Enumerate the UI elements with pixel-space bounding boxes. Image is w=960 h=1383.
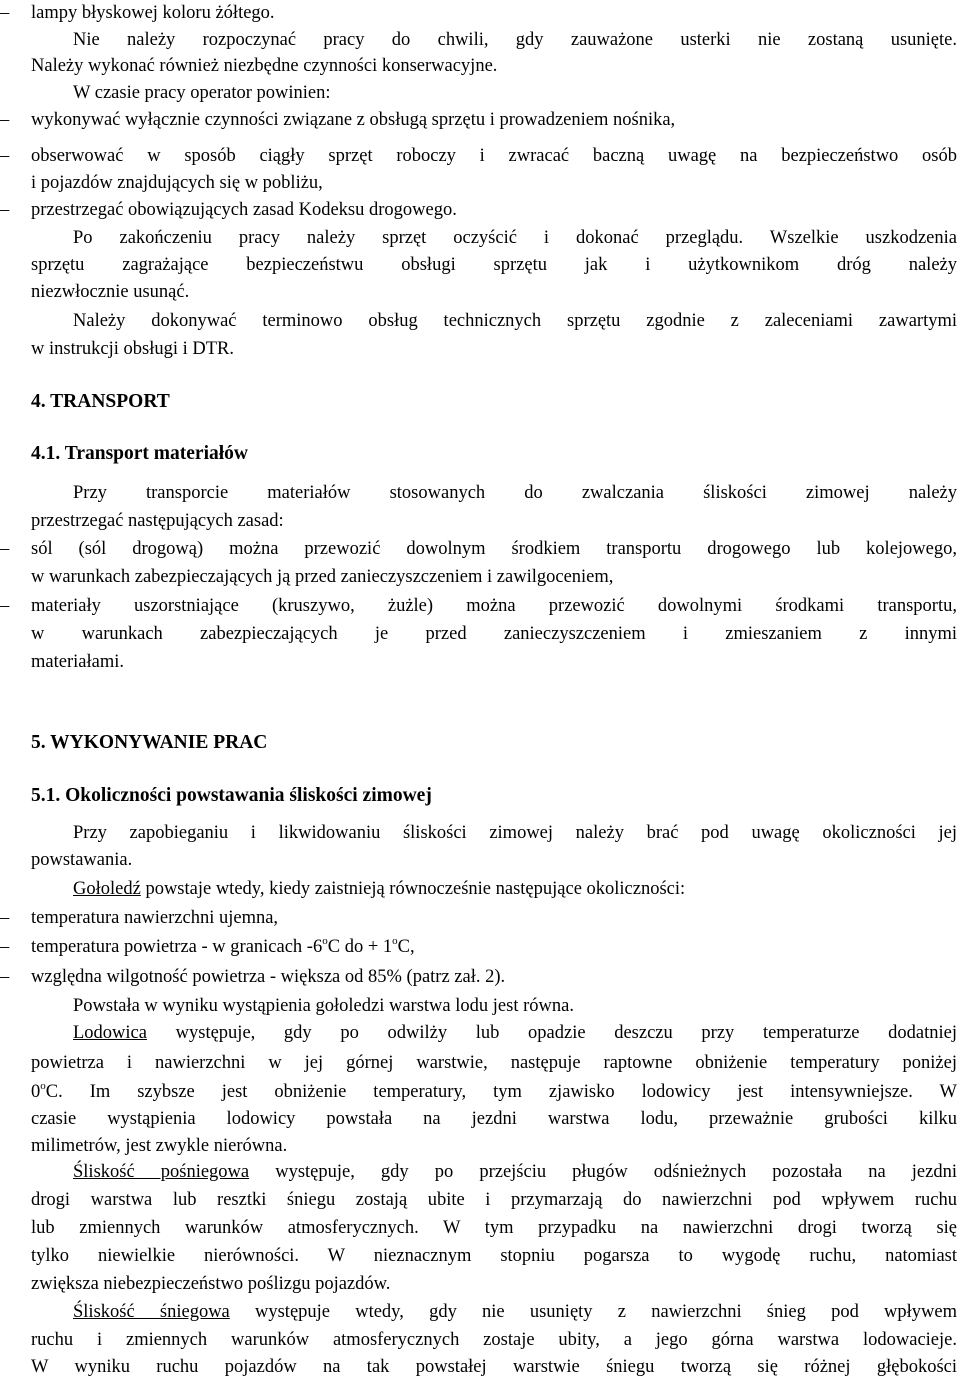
text-span: C. Im szybsze jest obniżenie temperatury, tym zjawisko lodowicy jest intensywniejsze. W: [45, 1082, 957, 1102]
text-line: w instrukcji obsługi i DTR.: [31, 339, 234, 359]
list-item: [0, 593, 957, 620]
text-line: tylko niewielkie nierówności. W nieznacznym stopniu pogarsza to wygodę ruchu, natomiast: [31, 1246, 957, 1266]
subsection-heading: 5.1. Okoliczności powstawania śliskości zimowej: [31, 785, 432, 806]
text-line: niezwłocznie usunąć.: [31, 282, 190, 302]
list-dash: –: [0, 967, 10, 987]
text-line: drogi warstwa lub resztki śniegu zostają ubite i przymarzają do nawierzchni pod wpływem ruchu: [31, 1190, 957, 1210]
list-dash: –: [0, 596, 10, 616]
list-dash: –: [0, 146, 10, 166]
text-line: lampy błyskowej koloru żółtego.: [31, 3, 275, 23]
list-dash: –: [0, 200, 10, 220]
text-span: 0: [31, 1082, 41, 1102]
text-line: ruchu i zmiennych warunków atmosferycznych zostaje ubity, a jego górna warstwa lodowacieje.: [31, 1330, 957, 1350]
list-dash: –: [0, 110, 10, 130]
text-line: Przy transporcie materiałów stosowanych do zwalczania śliskości zimowej należy: [73, 483, 957, 503]
list-item: [0, 536, 957, 563]
text-line: Należy wykonać również niezbędne czynności konserwacyjne.: [31, 56, 498, 76]
text-line: powstawania.: [31, 850, 133, 870]
text-line: Nie należy rozpoczynać pracy do chwili, gdy zauważone usterki nie zostaną usunięte.: [73, 30, 957, 50]
text-line: i pojazdów znajdujących się w pobliżu,: [31, 173, 323, 193]
text-line: lub zmiennych warunków atmosferycznych. W tym przypadku na nawierzchni drogi tworzą się: [31, 1218, 957, 1238]
text-line: materiały uszorstniające (kruszywo, żużle) można przewozić dowolnymi środkami transportu,: [31, 596, 957, 616]
list-dash: –: [0, 908, 10, 928]
text-line: W wyniku ruchu pojazdów na tak powstałej warstwie śniegu tworzą się różnej głębokości: [31, 1357, 957, 1377]
subsection-heading: 4.1. Transport materiałów: [31, 443, 249, 464]
text-line: czasie wystąpienia lodowicy powstała na jezdni warstwa lodu, przeważnie grubości kilku: [31, 1109, 957, 1129]
text-line: [31, 1299, 957, 1326]
section-heading: 4. TRANSPORT: [31, 391, 170, 412]
text-span: występuje, gdy po przejściu pługów odśnieżnych pozostała na jezdni: [249, 1162, 957, 1182]
text-line: materiałami.: [31, 652, 124, 672]
degree-sup: o: [392, 934, 398, 947]
degree-sup: o: [322, 934, 328, 947]
list-dash: –: [0, 539, 10, 559]
text-line: temperatura nawierzchni ujemna,: [31, 908, 279, 928]
degree-sup: o: [40, 1079, 46, 1092]
text-line: przestrzegać następujących zasad:: [31, 511, 284, 531]
text-line: w warunkach zabezpieczających ją przed zanieczyszczeniem i zawilgoceniem,: [31, 567, 614, 587]
list-item: [0, 107, 957, 134]
text-line: milimetrów, jest zwykle nierówna.: [31, 1136, 288, 1156]
text-line: [31, 1159, 957, 1186]
list-dash: –: [0, 3, 10, 23]
term-golodz: Gołoledź: [73, 879, 141, 899]
section-heading: 5. WYKONYWANIE PRAC: [31, 732, 268, 753]
list-item: [0, 934, 957, 961]
text-span: C do + 1: [327, 937, 393, 957]
text-line: zwiększa niebezpieczeństwo poślizgu pojazdów.: [31, 1274, 391, 1294]
text-line: sprzętu zagrażające bezpieczeństwu obsługi sprzętu jak i użytkownikom dróg należy: [31, 255, 957, 275]
list-item: [0, 197, 957, 224]
text-line: powietrza i nawierzchni w jej górnej warstwie, następuje raptowne obniżenie temperatury poniżej: [31, 1053, 957, 1073]
text-line: [31, 1020, 957, 1047]
text-line: Należy dokonywać terminowo obsług technicznych sprzętu zgodnie z zaleceniami zawartymi: [73, 311, 957, 331]
term-lodowica: Lodowica: [73, 1023, 147, 1043]
list-item: [0, 905, 957, 932]
text-line: Po zakończeniu pracy należy sprzęt oczyścić i dokonać przeglądu. Wszelkie uszkodzenia: [73, 228, 957, 248]
list-item: [0, 0, 957, 27]
text-line: wykonywać wyłącznie czynności związane z obsługą sprzętu i prowadzeniem nośnika,: [31, 110, 676, 130]
text-line: sól (sól drogową) można przewozić dowolnym środkiem transportu drogowego lub kolejowego,: [31, 539, 957, 559]
text-line: [31, 1079, 957, 1106]
text-span: występuje, gdy po odwilży lub opadzie deszczu przy temperaturze dodatniej: [146, 1023, 957, 1043]
text-line: Powstała w wyniku wystąpienia gołoledzi warstwa lodu jest równa.: [73, 996, 574, 1016]
text-line: [31, 934, 415, 957]
list-item: [0, 964, 957, 991]
text-line: obserwować w sposób ciągły sprzęt roboczy i zwracać baczną uwagę na bezpieczeństwo osób: [31, 146, 957, 166]
text-span: C,: [397, 937, 415, 957]
text-span: występuje wtedy, gdy nie usunięty z nawierzchni śnieg pod wpływem: [229, 1302, 957, 1322]
text-line: przestrzegać obowiązujących zasad Kodeksu drogowego.: [31, 200, 457, 220]
text-line: względna wilgotność powietrza - większa od 85% (patrz zał. 2).: [31, 967, 506, 987]
text-line: w warunkach zabezpieczających je przed zanieczyszczeniem i zmieszaniem z innymi: [31, 624, 957, 644]
text-line: Przy zapobieganiu i likwidowaniu śliskości zimowej należy brać pod uwagę okoliczności jej: [73, 823, 957, 843]
term-sliskosc-posniegowa: Śliskość pośniegowa: [73, 1162, 250, 1182]
list-item: [0, 143, 957, 170]
text-line: [31, 876, 957, 903]
term-sliskosc-sniegowa: Śliskość śniegowa: [73, 1302, 230, 1322]
text-span: powstaje wtedy, kiedy zaistnieją równocześnie następujące okoliczności:: [140, 879, 686, 899]
list-dash: –: [0, 937, 10, 957]
text-line: W czasie pracy operator powinien:: [73, 83, 331, 103]
text-span: temperatura powietrza - w granicach -6: [31, 937, 323, 957]
